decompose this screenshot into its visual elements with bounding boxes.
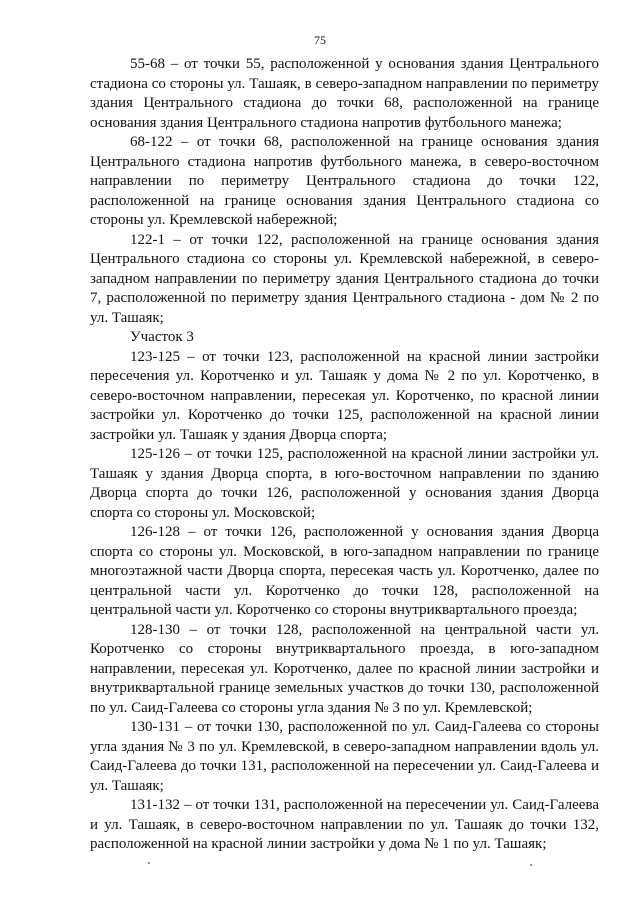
paragraph-68-122: 68-122 – от точки 68, расположенной на границе основания здания Центрального стадиона напротив футбольного манежа, в северо-восточном направлении по периметру Центрального стадиона до точки 122, расположенной на границе основания здания Центрального стадиона со стороны ул. Кремлевской набережной; [90,134,599,228]
page-number: 75 [314,33,326,47]
paragraph-123-125: 123-125 – от точки 123, расположенной на красной линии застройки пересечения ул. Коротченко и ул. Ташаяк у дома № 2 по ул. Коротченко, в северо-восточном направлении, пересекая ул. Коротченко, по красной линии застройки ул. Коротченко до точки 125, расположенной на красной линии застройки ул. Ташаяк у здания Дворца спорта; [90,348,599,443]
paragraph-55-68: 55-68 – от точки 55, расположенной у основания здания Центрального стадиона со стороны ул. Ташаяк, в северо-западном направлении по периметру здания Центрального стадиона до точки 68, расположенной на границе основания здания Центрального стадиона напротив футбольного манежа; [90,56,599,131]
paragraph-122-1: 122-1 – от точки 122, расположенной на границе основания здания Центрального стадиона со стороны ул. Кремлевской набережной, в северо-западном направлении по периметру здания Центрального стадиона до точки 7, расположенной по периметру здания Центрального стадиона - дом № 2 по ул. Ташаяк; [90,231,599,326]
scan-speck [530,864,532,866]
paragraph-125-126: 125-126 – от точки 125, расположенной на красной линии застройки ул. Ташаяк у здания Дворца спорта, в юго-восточном направлении по зданию Дворца спорта до точки 126, расположенной у основания здания Дворца спорта со стороны ул. Московской; [90,446,599,521]
paragraph-130-131: 130-131 – от точки 130, расположенной по ул. Саид-Галеева со стороны угла здания № 3 по ул. Кремлевской, в северо-западном направлении вдоль ул. Саид-Галеева до точки 131, расположенной на пересечении ул. Саид-Галеева и ул. Ташаяк; [90,719,599,794]
paragraph-131-132: 131-132 – от точки 131, расположенной на пересечении ул. Саид-Галеева и ул. Ташаяк, в северо-восточном направлении по ул. Ташаяк до точки 132, расположенной на красной линии застройки у дома № 1 по ул. Ташаяк; [90,797,599,852]
paragraph-128-130: 128-130 – от точки 128, расположенной на центральной части ул. Коротченко со стороны внутриквартального проезда, в юго-западном направлении, пересекая ул. Коротченко, далее по красной линии застройки и внутриквартальной границе земельных участков до точки 130, расположенной по ул. Саид-Галеева со стороны угла здания № 3 по ул. Кремлевской; [90,621,599,716]
scan-speck [148,862,150,864]
section-heading-plot-3: Участок 3 [130,329,194,345]
document-body [90,55,599,855]
paragraph-126-128: 126-128 – от точки 126, расположенной у основания здания Дворца спорта со стороны ул. Московской, в юго-западном направлении по границе многоэтажной части Дворца спорта, пересекая часть ул. Коротченко, далее по центральной части ул. Коротченко до точки 128, расположенной на центральной части ул. Коротченко со стороны внутриквартального проезда; [90,524,599,618]
